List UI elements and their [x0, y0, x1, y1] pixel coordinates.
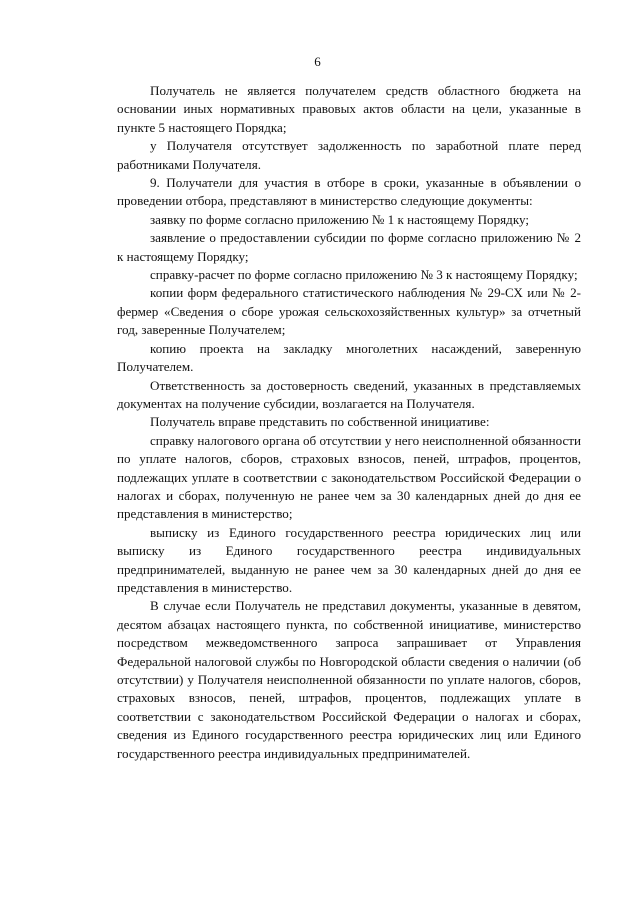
- paragraph: заявку по форме согласно приложению № 1 к настоящему Порядку;: [150, 211, 530, 227]
- paragraph: справку-расчет по форме согласно приложению № 3 к настоящему Порядку;: [150, 267, 578, 283]
- paragraph: копию проекта на закладку многолетних насаждений, заверенную Получателем.: [117, 340, 581, 375]
- paragraph: Получатель не является получателем средств областного бюджета на основании иных нормативных правовых актов области на цели, указанные в пункте 5 настоящего Порядка;: [117, 83, 581, 135]
- paragraph: заявление о предоставлении субсидии по форме согласно приложению № 2 к настоящему Порядку;: [117, 230, 581, 264]
- paragraph: Получатель вправе представить по собственной инициативе:: [150, 414, 490, 430]
- paragraph: у Получателя отсутствует задолженность по заработной плате перед работниками Получателя.: [117, 138, 581, 172]
- paragraph: выписку из Единого государственного реестра юридических лиц или выписку из Единого государственного реестра индивидуальных предпринимателей, выданную не ранее чем за 30 календарных дней до дня ее представления в министерство.: [117, 524, 581, 595]
- document-body: [117, 82, 581, 763]
- paragraph: копии форм федерального статистического наблюдения № 29-СХ или № 2-фермер «Сведения о сборе урожая сельскохозяйственных культур» за отчетный год, заверенные Получателем;: [117, 285, 581, 338]
- page-number: 6: [314, 54, 321, 69]
- paragraph: Ответственность за достоверность сведений, указанных в представляемых документах на получение субсидии, возлагается на Получателя.: [117, 377, 581, 411]
- paragraph: 9. Получатели для участия в отборе в сроки, указанные в объявлении о проведении отбора, представляют в министерство следующие документы:: [117, 175, 581, 209]
- paragraph: В случае если Получатель не представил документы, указанные в девятом, десятом абзацах настоящего пункта, по собственной инициативе, министерство посредством межведомственного запроса запрашивает от Управления Федеральной налоговой службы по Новгородской области сведения о наличии (об отсутствии) у Получателя неисполненной обязанности по уплате налогов, сборов, страховых взносов, пеней, штрафов, процентов, подлежащих уплате в соответствии с законодательством Российской Федерации о налогах и сборах, сведения из Единого государственного реестра юридических лиц или Единого государственного реестра индивидуальных предпринимателей.: [117, 598, 581, 761]
- paragraph: справку налогового органа об отсутствии у него неисполненной обязанности по уплате налогов, сборов, страховых взносов, пеней, штрафов, процентов, подлежащих уплате в соответствии с законодательством Российской Федерации о налогах и сборах, полученную не ранее чем за 30 календарных дней до дня ее представления в министерство;: [117, 432, 581, 522]
